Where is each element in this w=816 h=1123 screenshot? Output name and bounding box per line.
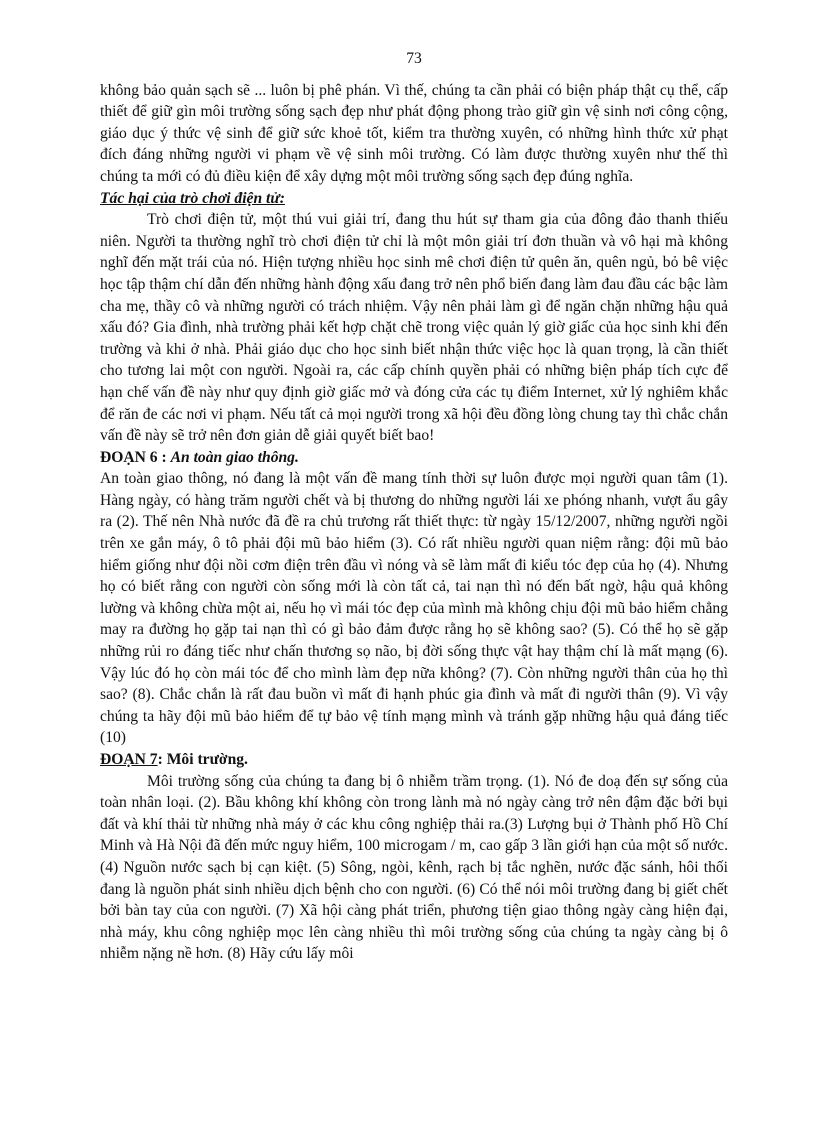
section-7-name: Môi trường. (166, 751, 248, 768)
page-number: 73 (406, 50, 422, 67)
section-6-paragraph: An toàn giao thông, nó đang là một vấn đề mang tính thời sự luôn được mọi người quan tâm (1). Hàng ngày, có hàng trăm người chết và bị thương do những người lái xe phóng nhanh, vượt ẩu gây ra (2). Thế nên Nhà nước đã đề ra chủ trương rất thiết thực: từ ngày 15/12/2007, những người ngồi trên xe gắn máy, ô tô phải đội mũ bảo hiểm (3). Có rất nhiều người quan niệm rằng: đội mũ bảo hiểm giống như đội nồi cơm điện trên đầu vì nóng và sẽ làm mất đi kiểu tóc đẹp của họ (4). Nhưng họ có biết rằng con người còn sống mới là còn tất cả, tai nạn thì nó đến bất ngờ, hậu quả không lường và không chừa một ai, nếu họ vì mái tóc đẹp của mình mà không chịu đội mũ bảo hiểm chẳng may ra đường họ gặp tai nạn thì có gì bảo đảm được rằng họ sẽ không sao? (5). Có thể họ sẽ gặp những rủi ro đáng tiếc như chấn thương sọ não, bị đời sống thực vật hay thậm chí là mất mạng (6). Vậy lúc đó họ còn mái tóc để cho mình làm đẹp nữa không? (7). Còn những người thân của họ thì sao? (8). Chắc chắn là rất đau buồn vì mất đi hạnh phúc gia đình và mất đi người thân (9). Vì vậy chúng ta hãy đội mũ bảo hiểm để tự bảo vệ tính mạng mình và tránh gặp những hậu quả đáng tiếc (10) (100, 470, 728, 747)
games-heading: Tác hại của trò chơi điện tử: (100, 189, 285, 207)
section-7-paragraph: Môi trường sống của chúng ta đang bị ô nhiễm trầm trọng. (1). Nó đe doạ đến sự sống của toàn nhân loại. (2). Bầu không khí không còn trong lành mà nó ngày càng trở nên đậm đặc bởi bụi đất và khí thải từ những nhà máy ở các khu công nghiệp thải ra.(3) Lượng bụi ở Thành phố Hồ Chí Minh và Hà Nội đã đến mức nguy hiểm, 100 microgam / m, cao gấp 3 lần giới hạn của một số nước. (4) Nguồn nước sạch bị cạn kiệt. (5) Sông, ngòi, kênh, rạch bị tắc nghẽn, nước đặc sánh, hôi thối đang là nguồn phát sinh nhiều dịch bệnh cho con người. (6) Có thể nói môi trường đang bị giết chết bởi bàn tay của con người. (7) Xã hội càng phát triển, phương tiện giao thông ngày càng hiện đại, nhà máy, khu công nghiệp mọc lên càng nhiều thì môi trường sống của chúng ta ngày càng bị ô nhiễm nặng nề hơn. (8) Hãy cứu lấy môi (100, 772, 728, 963)
document-page (100, 48, 728, 965)
section-7-title (100, 749, 728, 771)
section-6-name: An toàn giao thông. (170, 448, 299, 466)
intro-paragraph: không bảo quản sạch sẽ ... luôn bị phê phán. Vì thế, chúng ta cần phải có biện pháp thật cụ thể, cấp thiết để giữ gìn môi trường sống sạch đẹp như phát động phong trào giữ gìn vệ sinh nơi công cộng, giáo dục ý thức vệ sinh để giữ sức khoẻ tốt, kiểm tra thường xuyên, có những hình thức xử phạt đích đáng những người vi phạm về vệ sinh môi trường. Có làm được thường xuyên như thế thì chúng ta mới có đủ điều kiện để xây dựng một môi trường sống sạch đẹp đúng nghĩa. (100, 81, 728, 185)
section-6-title (100, 447, 728, 469)
section-7-colon: : (157, 751, 163, 768)
section-7-label: ĐOẠN 7 (100, 751, 158, 768)
games-paragraph: Trò chơi điện tử, một thú vui giải trí, đang thu hút sự tham gia của đông đảo thanh thiếu niên. Người ta thường nghĩ trò chơi điện tử chỉ là một môn giải trí đơn thuần và vô hại mà không nghĩ đến mặt trái của nó. Hiện tượng nhiều học sinh mê chơi điện tử quên ăn, quên ngủ, bỏ bê việc học tập thậm chí dẫn đến những hành động xấu đang trở nên phổ biến đang làm đau đầu các bậc làm cha mẹ, thầy cô và những người có trách nhiệm. Vậy nên phải làm gì để ngăn chặn những hậu quả xấu đó? Gia đình, nhà trường phải kết hợp chặt chẽ trong việc quản lý giờ giấc của học sinh khi đến trường và khi ở nhà. Phải giáo dục cho học sinh biết nhận thức việc học là quan trọng, là cần thiết cho tương lai một con người. Ngoài ra, các cấp chính quyền phải có những biện pháp tích cực để hạn chế vấn đề này như quy định giờ giấc mở và đóng cửa các tụ điểm Internet, xử lý nghiêm khắc để răn đe các nơi vi phạm. Nếu tất cả mọi người trong xã hội đều đồng lòng chung tay thì chắc chắn vấn đề này sẽ trở nên đơn giản dễ giải quyết biết bao! (100, 211, 728, 445)
section-6-label: ĐOẠN 6 : (100, 448, 167, 466)
